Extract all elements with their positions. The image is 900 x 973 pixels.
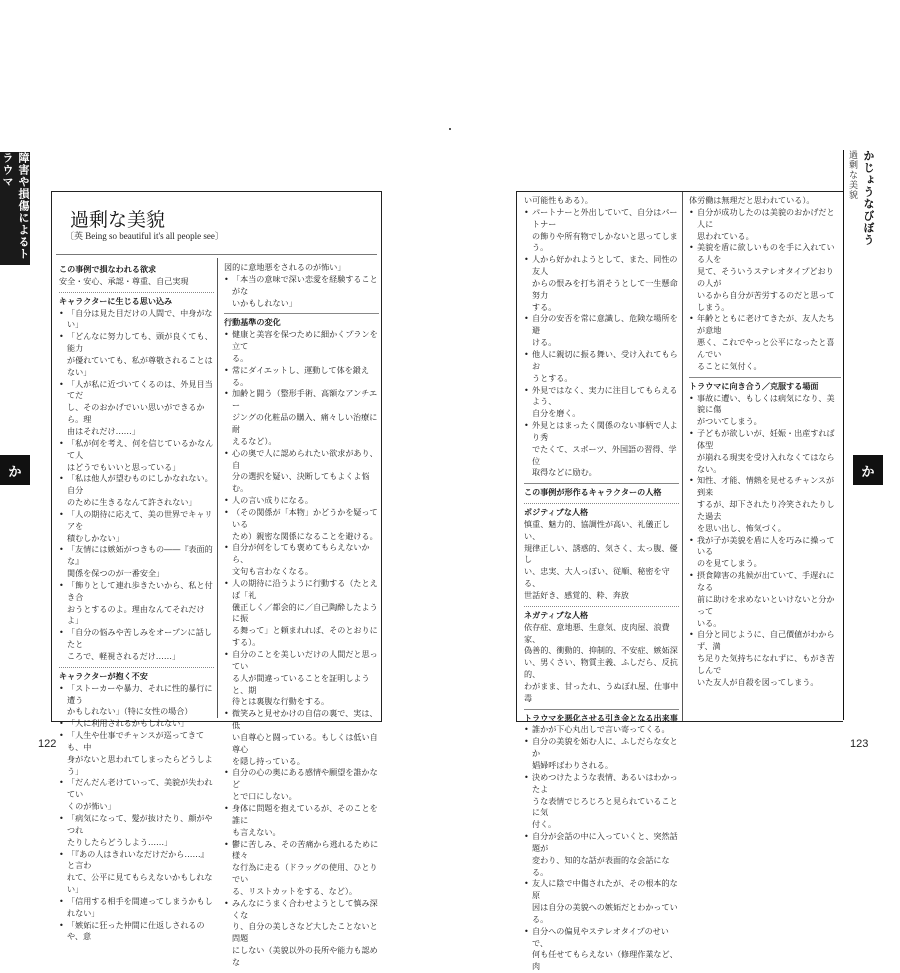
bullet-item: • 「どんなに努力しても、頭が良くても、能力: [59, 331, 214, 355]
bullet-continuation: 関係を保つのが一番安全」: [67, 568, 165, 579]
bullet-continuation: からの恨みを打ち消そうとして一生懸命努力: [532, 277, 678, 300]
bullet-list: [524, 724, 679, 973]
bullet-item: • 鬱に苦しみ、その苦痛から逃れるために様々: [224, 839, 379, 863]
bullet-item: • 「自分の悩みや苦しみをオープンに話したと: [59, 627, 214, 651]
section-heading: トラウマを悪化させる引き金となる出来事: [524, 712, 678, 723]
bullet-continuation: る。: [232, 352, 249, 363]
bullet-continuation: ることに気付く。: [697, 360, 762, 371]
bullet-item: • 人から好かれようとして、また、同性の友人: [524, 254, 679, 278]
bullet-item: • 我が子が美貌を盾に人を巧みに操っている: [689, 535, 841, 559]
bullet-item: • みんなにうまく合わせようとして慎み深くな: [224, 898, 379, 922]
bullet-list: [59, 683, 214, 944]
bullet-item: • 事故に遭い、もしくは病気になり、美貌に傷: [689, 393, 841, 417]
bullet-continuation: うとする。: [532, 372, 573, 383]
bullet-item: • パートナーと外出していて、自分はパートナー: [524, 207, 679, 231]
bullet-continuation: り、自分の美しさなど大したことないと問題: [232, 921, 378, 944]
text-line: 世話好き、感覚的、粋、奔放: [524, 590, 629, 600]
bullet-continuation: を思い出し、怖気づく。: [697, 522, 786, 533]
bullet-continuation: 見て、そういうステレオタイプどおりの人が: [697, 266, 834, 288]
bullet-list: [524, 207, 679, 479]
section-heading: この事例が形作るキャラクターの人格: [524, 487, 662, 498]
page-number-left: 122: [38, 738, 57, 750]
bullet-continuation: たりしたらどうしよう……」: [67, 836, 173, 847]
section-separator: [689, 377, 841, 378]
section-heading: キャラクターが抱く不安: [59, 670, 148, 681]
bullet-item: • 友人に陰で中傷されたが、その根本的な原: [524, 878, 679, 902]
edge-index-marker-right: か: [853, 455, 883, 485]
bullet-continuation: とで口にしない。: [232, 791, 297, 802]
section-heading: ポジティブな人格: [524, 507, 589, 518]
section-heading: 行動基準の変化: [224, 317, 281, 328]
text-line: 規律正しい、誘惑的、気さく、太っ腹、優し: [524, 542, 678, 565]
bullet-item: • 「人生や仕事でチャンスが巡ってきても、中: [59, 730, 214, 754]
bullet-item: • 自分が何をしても褒めてもらえないから、: [224, 542, 379, 566]
bullet-item: • 「『あの人はきれいなだけだから……』と言わ: [59, 849, 214, 873]
text-line: 依存症、意地悪、生意気、皮肉屋、浪費家、: [524, 621, 670, 644]
bullet-continuation: いた友人が自殺を図ってしまう。: [697, 676, 819, 687]
bullet-continuation: 身がないと思われてしまったらどうしよう」: [67, 753, 213, 776]
entry-box-left: [51, 191, 382, 967]
section-separator: [524, 709, 679, 710]
bullet-item: • （その関係が「本物」かどうかを疑っている: [224, 507, 379, 531]
bullet-item: • 子どもが欲しいが、妊娠・出産すれば体型: [689, 428, 841, 452]
bullet-continuation: も言えない。: [232, 826, 281, 837]
section-separator: [59, 292, 214, 293]
bullet-continuation: はどうでもいいと思っている」: [67, 461, 181, 472]
bullet-continuation: 何も任せてもらえない（修理作業など、肉: [532, 949, 678, 972]
entry-header: [52, 192, 381, 248]
bullet-item: • 自分のことを美しいだけの人間だと思ってい: [224, 649, 379, 673]
bullet-item: • 心の奥で人に認められたい欲求があり、自: [224, 448, 379, 472]
bullet-item: • 「ストーカーや暴力、それに性的暴行に遭う: [59, 683, 214, 707]
bullet-continuation: 思われている。: [697, 230, 754, 241]
bullet-item: • 微笑みと見せかけの自信の裏で、実は、低: [224, 708, 379, 732]
bullet-continuation: おうとするのよ。理由なんてそれだけよ」: [67, 603, 205, 626]
bullet-continuation: 自分を磨く。: [532, 408, 581, 419]
bullet-item: • 「だんだん老けていって、美貌が失われてい: [59, 777, 214, 801]
chapter-tab: 障害や損傷によるトラウマ: [0, 152, 30, 265]
text-line: 安全・安心、承認・尊重、自己実現: [59, 275, 189, 286]
text-line: 図的に意地悪をされるのが怖い」: [224, 262, 346, 272]
column-divider: [217, 258, 218, 718]
bullet-continuation: 分の選択を疑い、決断してもよくよ悩む。: [232, 471, 370, 494]
bullet-list: [689, 207, 841, 373]
text-line: い可能性もある）。: [524, 195, 593, 205]
edge-index-marker-left: か: [0, 455, 30, 485]
bullet-item: • 「飾りとして連れ歩きたいから、私と付き合: [59, 580, 214, 604]
bullet-item: • 「友情には嫉妬がつきもの――『表面的な』: [59, 544, 214, 568]
bullet-item: • 「病気になって、髪が抜けたり、顔がやつれ: [59, 813, 214, 837]
bullet-item: • 身体に問題を抱えているが、そのことを誰に: [224, 803, 379, 827]
text-line: 慎重、魅力的、協調性が高い、礼儀正しい、: [524, 518, 670, 541]
bullet-continuation: が優れていても、私が尊敬されることはない」: [67, 354, 213, 377]
bullet-continuation: いかもしれない」: [232, 297, 297, 308]
section-separator: [524, 606, 679, 607]
bullet-item: • 摂食障害の兆候が出ていて、手遅れになる: [689, 570, 841, 594]
bullet-continuation: る舞って」と頼まれれば、そのとおりにする）。: [232, 625, 378, 648]
bullet-continuation: 文句も言わなくなる。: [232, 566, 313, 577]
bullet-item: • 知性、才能、情熱を見せるチャンスが到来: [689, 475, 841, 499]
entry-box-right: [516, 191, 843, 972]
bullet-continuation: のために生きるなんて許されない」: [67, 497, 197, 508]
bullet-continuation: する。: [532, 301, 557, 312]
bullet-continuation: のを見てしまう。: [697, 558, 762, 569]
bullet-item: • 自分の安否を常に意識し、危険な場所を避: [524, 313, 679, 337]
bullet-continuation: 儀正しく／都会的に／自己陶酔したように振: [232, 601, 378, 624]
section-heading: この事例で損なわれる欲求: [59, 264, 157, 274]
left-column-1: [59, 262, 214, 942]
bullet-item: • 人の期待に沿うように行動する（たとえば「礼: [224, 578, 379, 602]
header-divider: [56, 254, 377, 255]
section-separator: [524, 483, 679, 484]
bullet-item: • 決めつけたような表情、あるいはわかったよ: [524, 772, 679, 796]
bullet-continuation: し、そのおかげでいい思いができるから。理: [67, 402, 205, 425]
bullet-item: • 外見ではなく、実力に注目してもらえるよう、: [524, 385, 679, 409]
bullet-continuation: 変わり、知的な話が表面的な会話になる。: [532, 854, 670, 877]
text-line: 偽善的、衝動的、抑制的、不安症、嫉妬深: [524, 645, 678, 656]
right-column-2: [689, 195, 841, 719]
right-column-1: [524, 195, 679, 972]
bullet-item: • 外見とはまったく関係のない事柄で人より秀: [524, 420, 679, 444]
bullet-continuation: 娼婦呼ばわりされる。: [532, 759, 613, 770]
running-head-title: かじょうなびぼう: [862, 150, 875, 246]
bullet-continuation: ため）親密な関係になることを避ける。: [232, 530, 378, 541]
bullet-continuation: うな表情でじろじろと見られていることに気: [532, 795, 678, 818]
text-line: い、男くさい、物質主義、ふしだら、反抗的、: [524, 657, 678, 680]
bullet-item: • 「嫉妬に狂った仲間に仕返しされるのや、意: [59, 920, 214, 944]
bullet-continuation: れて、公平に見てもらえないかもしれない」: [67, 872, 213, 895]
bullet-item: • 加齢と闘う（整形手術、高額なアンチエー: [224, 388, 379, 412]
bullet-continuation: ジングの化粧品の購入、痛々しい治療に耐: [232, 412, 378, 434]
bullet-continuation: る、リストカットをする、など）。: [232, 885, 357, 896]
bullet-continuation: 取得などに励む。: [532, 467, 597, 478]
bullet-item: • 自分への偏見やステレオタイプのせいで、: [524, 926, 679, 950]
section-separator: [224, 313, 379, 314]
bullet-item: • 「私は他人が望むものにしかなれない。自分: [59, 473, 214, 497]
bullet-item: • 美貌を盾に欲しいものを手に入れている人を: [689, 242, 841, 266]
bullet-continuation: な行為に走る（ドラッグの使用、ひとりでい: [232, 862, 378, 885]
bullet-continuation: でたくて、スポーツ、外国語の習得、学位: [532, 443, 677, 466]
bullet-continuation: ち足りた気持ちになれずに、もがき苦しんで: [697, 653, 835, 675]
bullet-item: • 「人に利用されるかもしれない」: [59, 718, 214, 730]
section-heading: トラウマに向き合う／克服する場面: [689, 380, 819, 391]
bullet-item: • 自分と同じように、自己價値がわからず、満: [689, 629, 841, 653]
bullet-continuation: る人が間違っていることを証明しようと、期: [232, 672, 370, 695]
bullet-continuation: を隠し持っている。: [232, 755, 305, 766]
bullet-continuation: ける。: [532, 337, 557, 348]
bullet-item: • 年齢とともに老けてきたが、友人たちが意地: [689, 313, 841, 337]
bullet-continuation: いるから自分が苦労するのだと思ってしまう。: [697, 289, 835, 312]
bullet-list: [59, 308, 214, 663]
section-heading: ネガティブな人格: [524, 609, 589, 620]
bullet-continuation: 前に助けを求めないといけないと分かって: [697, 593, 835, 616]
bullet-item: • 健康と美容を保つために細かくプランを立て: [224, 329, 379, 353]
bullet-continuation: 積むしかない」: [67, 532, 124, 543]
bullet-item: • 「自分は見た目だけの人間で、中身がない」: [59, 308, 214, 332]
bullet-item: • 自分の美貌を妬む人に、ふしだらな女とか: [524, 736, 679, 760]
bullet-item: • 自分が会話の中に入っていくと、突然話題が: [524, 831, 679, 855]
bullet-item: • 誰かが下心丸出しで言い寄ってくる。: [524, 724, 679, 736]
bullet-item: • 「私が何を考え、何を信じているかなんて人: [59, 438, 214, 462]
bullet-item: • 「人の期待に応えて、美の世界でキャリアを: [59, 509, 214, 533]
bullet-continuation: えるなど）。: [232, 435, 277, 446]
header-rule: [843, 150, 844, 720]
bullet-continuation: 付く。: [532, 819, 557, 830]
bullet-continuation: が崩れる現実を受け入れなくてはならない。: [697, 451, 835, 474]
bullet-item: • 自分の心の奥にある感情や願望を誰かなど: [224, 767, 379, 791]
bullet-item: • 「人が私に近づいてくるのは、外見目当てだ: [59, 379, 214, 403]
bullet-continuation: 由はそれだけ……」: [67, 425, 140, 436]
text-line: わがまま、甘ったれ、うぬぼれ屋、仕事中毒: [524, 680, 679, 703]
bullet-continuation: の飾りや所有物でしかないと思ってしまう。: [532, 230, 678, 253]
bullet-list: [224, 274, 379, 310]
bullet-continuation: い自尊心と闘っている。もしくは低い自尊心: [232, 731, 378, 754]
bullet-item: • 常にダイエットし、運動して体を鍛える。: [224, 365, 379, 389]
bullet-list: [224, 329, 379, 969]
bullet-continuation: にしない（美貌以外の長所や能力も認めな: [232, 945, 378, 967]
text-line: 体労働は無理だと思われている）。: [689, 195, 815, 205]
entry-subtitle: 〔英 Being so beautiful it's all people see〕: [65, 231, 224, 241]
bullet-item: • 「信用する相手を間違ってしまうかもしれない」: [59, 896, 214, 920]
bullet-continuation: 因は自分の美貌への嫉妬だとわかっている。: [532, 902, 678, 924]
bullet-continuation: いる。: [697, 617, 722, 628]
bullet-continuation: するが、却下されたり冷笑されたりした過去: [697, 499, 835, 521]
bullet-list: [689, 393, 841, 689]
bullet-item: • 人の言い成りになる。: [224, 495, 379, 507]
page-number-right: 123: [850, 738, 869, 750]
bullet-continuation: がついてしまう。: [697, 416, 762, 427]
bullet-continuation: 悪く、これでやっと公平になったと喜んでい: [697, 337, 835, 359]
text-line: い、忠実、大人っぽい、従順、秘密を守る、: [524, 566, 670, 589]
section-heading: キャラクターに生じる思い込み: [59, 295, 173, 306]
bullet-continuation: 待とは裏腹な行動をする。: [232, 696, 330, 707]
entry-title: 過剰な美貌: [70, 209, 166, 231]
left-column-2: [224, 262, 379, 967]
bullet-continuation: ころで、軽視されるだけ……」: [67, 651, 181, 661]
bullet-item: • 自分が成功したのは美貌のおかげだと人に: [689, 207, 841, 231]
bullet-continuation: くのが怖い」: [67, 801, 116, 812]
bullet-item: • 「本当の意味で深い恋愛を経験することがな: [224, 274, 379, 298]
bullet-continuation: かもしれない」（特に女性の場合）: [67, 706, 193, 717]
section-separator: [524, 503, 679, 504]
column-divider: [682, 192, 683, 721]
page-mark: [449, 128, 451, 130]
section-separator: [59, 667, 214, 668]
running-head-subtitle: 過剰な美貌: [847, 150, 857, 200]
bullet-item: • 他人に親切に振る舞い、受け入れてもらお: [524, 349, 679, 373]
